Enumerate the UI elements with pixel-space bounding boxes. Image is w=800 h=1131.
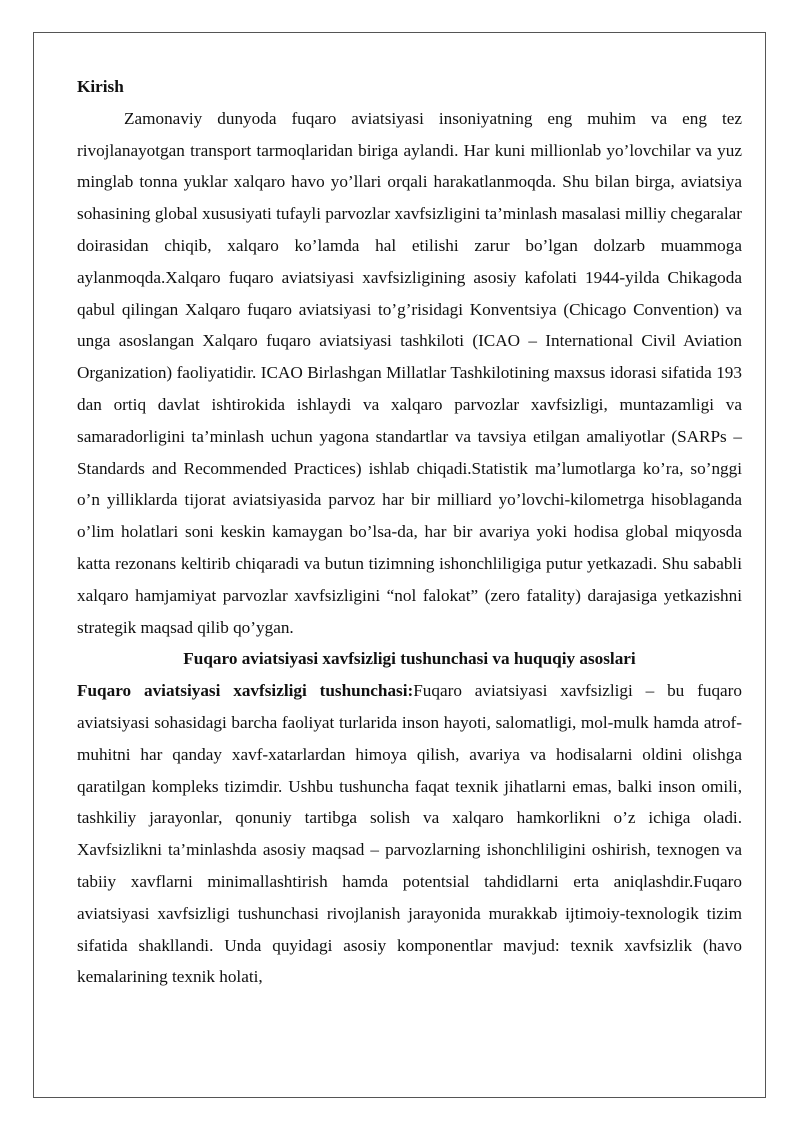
concept-paragraph-block (77, 675, 742, 993)
document-body (77, 71, 742, 993)
intro-paragraph: Zamonaviy dunyoda fuqaro aviatsiyasi insoniyatning eng muhim va eng tez rivojlanayotgan transport tarmoqlaridan biriga aylandi. Har kuni millionlab yo’lovchilar va yuz minglab tonna yuklar xalqaro havo yo’llari orqali harakatlanmoqda. Shu bilan birga, aviatsiya sohasining global xususiyati tufayli parvozlar xavfsizligini ta’minlash masalasi milliy chegaralar doirasidan chiqib, xalqaro ko’lamda hal etilishi zarur bo’lgan dolzarb muammoga aylanmoqda.Xalqaro fuqaro aviatsiyasi xavfsizligining asosiy kafolati 1944-yilda Chikagoda qabul qilingan Xalqaro fuqaro aviatsiyasi to’g’risidagi Konventsiya (Chicago Convention) va unga asoslangan Xalqaro fuqaro aviatsiyasi tashkiloti (ICAO – International Civil Aviation Organization) faoliyatidir. ICAO Birlashgan Millatlar Tashkilotining maxsus idorasi sifatida 193 dan ortiq davlat ishtirokida ishlaydi va xalqaro parvozlar xavfsizligi, muntazamligi va samaradorligini ta’minlash uchun yagona standartlar va tavsiya etilgan amaliyotlar (SARPs – Standards and Recommended Practices) ishlab chiqadi.Statistik ma’lumotlarga ko’ra, so’nggi o’n yilliklarda tijorat aviatsiyasida parvoz har bir milliard yo’lovchi-kilometrga hisoblaganda o’lim holatlari soni keskin kamaygan bo’lsa-da, har bir avariya yoki hodisa global miqyosda katta rezonans keltirib chiqaradi va butun tizimning ishonchliligiga putur yetkazadi. Shu sababli xalqaro hamjamiyat parvozlar xavfsizligini “nol falokat” (zero fatality) darajasiga yetkazishni strategik maqsad qilib qo’ygan. (77, 108, 742, 637)
intro-heading: Kirish (77, 77, 124, 96)
concept-label: Fuqaro aviatsiyasi xavfsizligi tushunchasi: (77, 681, 414, 701)
concept-paragraph: Fuqaro aviatsiyasi xavfsizligi – bu fuqaro aviatsiyasi sohasidagi barcha faoliyat turlarida inson hayoti, salomatligi, mol-mulk hamda atrof-muhitni har qanday xavf-xatarlardan himoya qilish, avariya va hodisalarni oldini olishga qaratilgan kompleks tizimdir. Ushbu tushuncha faqat texnik jihatlarni emas, balki inson omili, tashkiliy jarayonlar, qonuniy tartibga solish va xalqaro hamkorlikni o’z ichiga oladi. Xavfsizlikni ta’minlashda asosiy maqsad – parvozlarning ishonchliligini oshirish, texnogen va tabiiy xavflarni minimallashtirish hamda potentsial tahdidlarni erta aniqlashdir.Fuqaro aviatsiyasi xavfsizligi tushunchasi rivojlanish jarayonida murakkab ijtimoiy-texnologik tizim sifatida shakllandi. Unda quyidagi asosiy komponentlar mavjud: texnik xavfsizlik (havo kemalarining texnik holati, (77, 681, 743, 987)
section-heading: Fuqaro aviatsiyasi xavfsizligi tushunchasi va huquqiy asoslari (183, 649, 636, 669)
